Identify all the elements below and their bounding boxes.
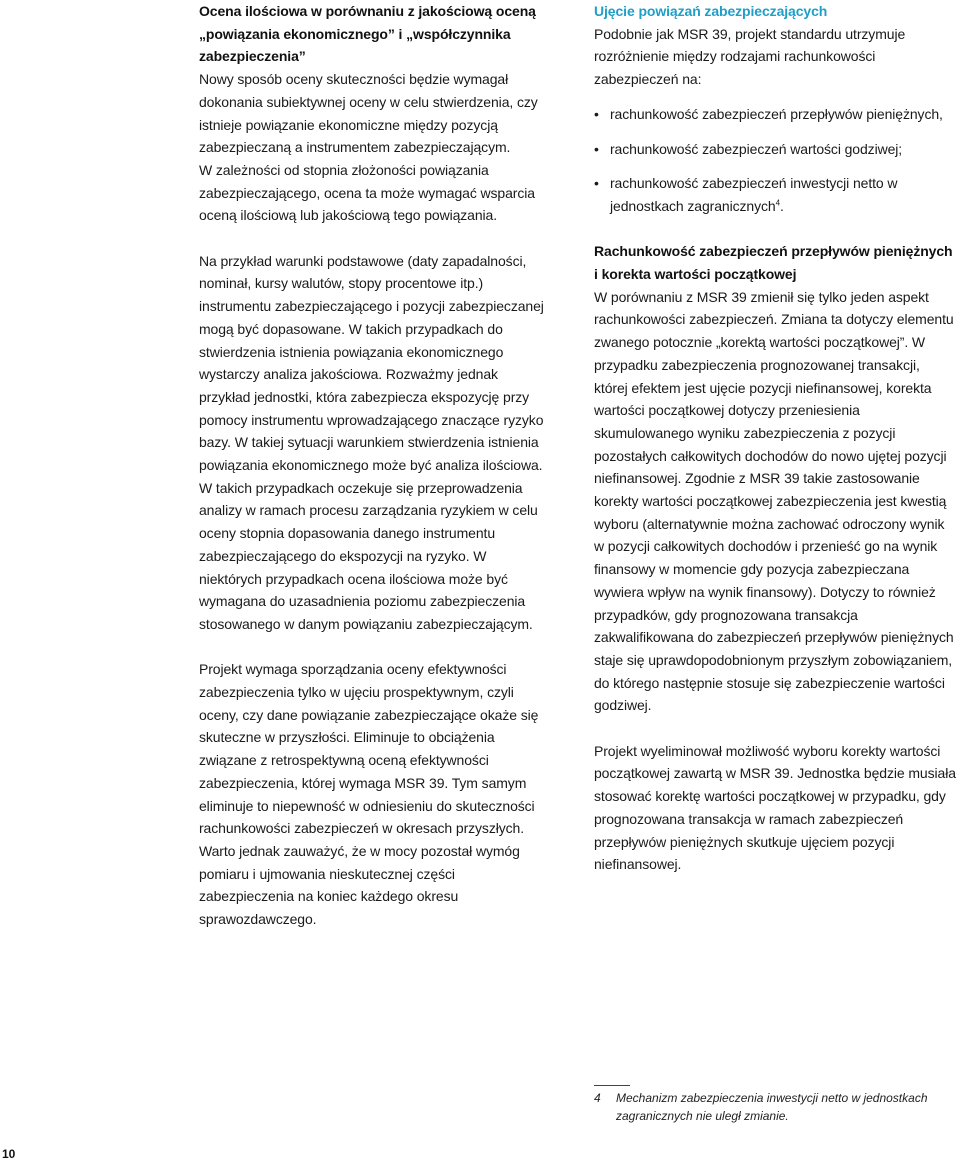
footnote-text: Mechanizm zabezpieczenia inwestycji netto w jednostkach zagranicznych nie uległ zmianie. <box>616 1091 928 1123</box>
list-item-end: . <box>779 197 784 214</box>
section-heading-quantitative-assessment: Ocena ilościowa w porównaniu z jakościową oceną „powiązania ekonomicznego” i „współczynnika zabezpieczenia” <box>199 3 536 65</box>
section-heading-hedge-relationships: Ujęcie powiązań zabezpieczających <box>594 3 828 19</box>
left-column <box>199 0 551 953</box>
body-paragraph: Projekt wyeliminował możliwość wyboru korekty wartości początkowej zawartą w MSR 39. Jednostka będzie musiała stosować korektę wartości początkowej w przypadku, gdy prognozowana transakcja w ramach zabezpieczeń przepływów pieniężnych skutkuje ujęciem pozycji niefinansowej. <box>594 742 956 873</box>
hedge-accounting-types-list <box>594 103 956 218</box>
body-paragraph: W zależności od stopnia złożoności powiązania zabezpieczającego, ocena ta może wymagać wsparcia oceną ilościową lub jakościową tego powiązania. <box>199 161 535 224</box>
bullet-marker: • <box>594 140 599 157</box>
list-item-text: rachunkowość zabezpieczeń wartości godziwej; <box>610 140 903 157</box>
body-paragraph: Nowy sposób oceny skuteczności będzie wymagał dokonania subiektywnej oceny w celu stwierdzenia, czy istnieje powiązanie ekonomiczne między pozycją zabezpieczaną a instrumentem zabezpieczającym. <box>199 71 538 156</box>
footnote-divider <box>594 1085 630 1086</box>
footnote-reference: 4 <box>775 198 780 208</box>
list-item <box>594 172 956 217</box>
bullet-marker: • <box>594 105 599 122</box>
list-item <box>594 103 956 126</box>
right-column <box>594 0 956 899</box>
body-paragraph: W porównaniu z MSR 39 zmienił się tylko jeden aspekt rachunkowości zabezpieczeń. Zmiana ta dotyczy elementu zwanego potocznie „korektą wartości początkowej”. W przypadku zabezpieczenia prognozowanej transakcji, której efektem jest ujęcie pozycji niefinansowej, korekta wartości początkowej dotyczy przeniesienia skumulowanego wyniku zabezpieczenia z pozycji pozostałych całkowitych dochodów do nowo ujętej pozycji niefinansowej. Zgodnie z MSR 39 takie zastosowanie korekty wartości początkowej zabezpieczenia jest kwestią wyboru (alternatywnie można zachować odroczony wynik w pozycji całkowitych dochodów i przenieść go na wynik finansowy w momencie gdy pozycja zabezpieczana wywiera wpływ na wynik finansowy). Dotyczy to również przypadków, gdy prognozowana transakcja zakwalifikowana do zabezpieczeń przepływów pieniężnych staje się uprawdopodobnionym przyszłym zobowiązaniem, do którego następnie stosuje się zabezpieczenie wartości godziwej. <box>594 288 954 714</box>
list-item-text: rachunkowość zabezpieczeń inwestycji netto w jednostkach zagranicznych <box>610 175 898 214</box>
footnote-number: 4 <box>594 1091 601 1105</box>
footnote <box>594 1089 954 1125</box>
page-number: 10 <box>2 1147 16 1161</box>
section-heading-cash-flow-hedge: Rachunkowość zabezpieczeń przepływów pieniężnych i korekta wartości początkowej <box>594 243 953 283</box>
body-paragraph: Podobnie jak MSR 39, projekt standardu utrzymuje rozróżnienie między rodzajami rachunkowości zabezpieczeń na: <box>594 25 906 88</box>
body-paragraph: Na przykład warunki podstawowe (daty zapadalności, nominał, kursy walutów, stopy procentowe itp.) instrumentu zabezpieczającego i pozycji zabezpieczanej mogą być dopasowane. W takich przypadkach do stwierdzenia istnienia powiązania ekonomicznego wystarczy analiza jakościowa. Rozważmy jednak przykład jednostki, która zabezpiecza ekspozycję przy pomocy instrumentu wprowadzającego znaczące ryzyko bazy. W takiej sytuacji warunkiem stwierdzenia istnienia powiązania ekonomicznego może być analiza ilościowa. W takich przypadkach oczekuje się przeprowadzenia analizy w ramach procesu zarządzania ryzykiem w celu oceny stopnia dopasowania danego instrumentu zabezpieczającego do ekspozycji na ryzyko. W niektórych przypadkach ocena ilościowa może być wymagana do uzasadnienia poziomu zabezpieczenia stosowanego w danym powiązaniu zabezpieczającym. <box>199 252 544 632</box>
bullet-marker: • <box>594 175 599 192</box>
list-item <box>594 138 956 161</box>
list-item-text: rachunkowość zabezpieczeń przepływów pieniężnych, <box>610 105 943 122</box>
body-paragraph: Projekt wymaga sporządzania oceny efektywności zabezpieczenia tylko w ujęciu prospektywnym, czyli oceny, czy dane powiązanie zabezpieczające okaże się skuteczne w przyszłości. Eliminuje to obciążenia związane z retrospektywną oceną efektywności zabezpieczenia, której wymaga MSR 39. Tym samym eliminuje to niepewność w odniesieniu do skuteczności rachunkowości zabezpieczeń w okresach przyszłych. Warto jednak zauważyć, że w mocy pozostał wymóg pomiaru i ujmowania nieskutecznej części zabezpieczenia na koniec każdego okresu sprawozdawczego. <box>199 661 539 928</box>
